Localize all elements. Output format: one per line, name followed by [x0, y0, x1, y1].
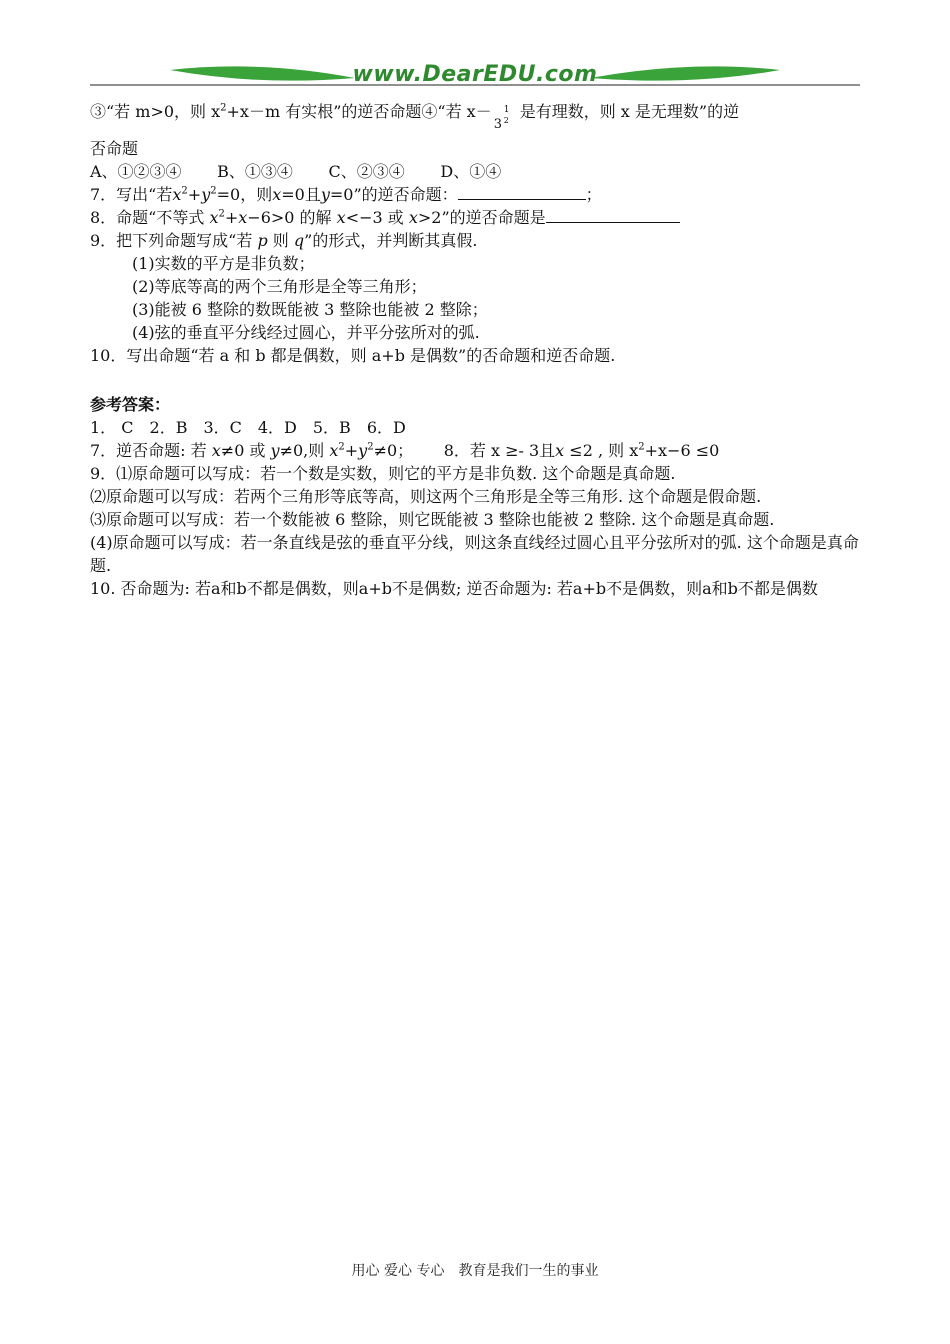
superscript: 2	[220, 102, 227, 114]
answer-9-4: (4)原命题可以写成：若一条直线是弦的垂直平分线，则这条直线经过圆心且平分弦所对的弧. 这个命题是真命题.	[90, 533, 859, 575]
fraction: 1 3 2	[493, 105, 510, 132]
answer-9-2: ⑵原命题可以写成：若两个三角形等底等高，则这两个三角形是全等三角形. 这个命题是假命题.	[90, 487, 762, 506]
question-10: 10．写出命题“若 a 和 b 都是偶数，则 a+b 是偶数”的否命题和逆否命题.	[90, 346, 616, 365]
answer-blank	[546, 206, 680, 223]
option-d: D、①④	[440, 162, 502, 181]
answer-9-1: 9．⑴原命题可以写成：若一个数是实数，则它的平方是非负数. 这个命题是真命题.	[90, 464, 676, 483]
question-7: 7．写出“若$x^2+y^2=0$，则x=0且y=0”的逆否命题： ；	[90, 185, 602, 204]
q6-continuation: 否命题	[90, 139, 139, 158]
answers-7-8: 7．逆否命题: 若 x≠0 或 y≠0,则 $x^2+y^2\ne 0$； 8．若 x ≥- 3且x ≤2 , 则 $x^2+x-6 \le 0$	[90, 441, 720, 460]
option-c: C、②③④	[328, 162, 405, 181]
site-logo: www.DearEDU.com	[352, 62, 598, 87]
document-body	[90, 100, 862, 600]
question-9-title: 9．把下列命题写成“若 p 则 q”的形式，并判断其真假.	[90, 231, 478, 250]
option-a: A、①②③④	[90, 162, 182, 181]
option-b: B、①③④	[217, 162, 293, 181]
answers-1-6: 1． C 2．B 3．C 4．D 5．B 6．D	[90, 418, 406, 437]
q9-item: (3)能被 6 整除的数既能被 3 整除也能被 2 整除；	[132, 300, 488, 319]
q9-item: (4)弦的垂直平分线经过圆心，并平分弦所对的弧.	[132, 323, 480, 342]
page-footer: 用心 爱心 专心 教育是我们一生的事业	[351, 1263, 599, 1279]
question-8: 8．命题“不等式 $x^2+x-6>0$ 的解 x<−3 或 x>2”的逆否命题是	[90, 206, 862, 229]
header-banner	[90, 58, 860, 92]
answers-heading: 参考答案：	[90, 395, 171, 414]
q6-options	[90, 160, 862, 183]
answer-10: 10. 否命题为: 若a和b不都是偶数，则a+b不是偶数; 逆否命题为: 若a+b不是偶数，则a和b不都是偶数	[90, 579, 818, 598]
q6-line: ③“若 m>0，则 $x^2+x-m$ 有实根”的逆否命题④“若 x－ 1 3 2 是有理数，则 x 是无理数”的逆	[90, 102, 740, 132]
q9-item: (2)等底等高的两个三角形是全等三角形；	[132, 277, 427, 296]
answer-blank	[458, 183, 586, 200]
q9-item: (1)实数的平方是非负数；	[132, 254, 315, 273]
answer-9-3: ⑶原命题可以写成：若一个数能被 6 整除，则它既能被 3 整除也能被 2 整除. 这个命题是真命题.	[90, 510, 775, 529]
